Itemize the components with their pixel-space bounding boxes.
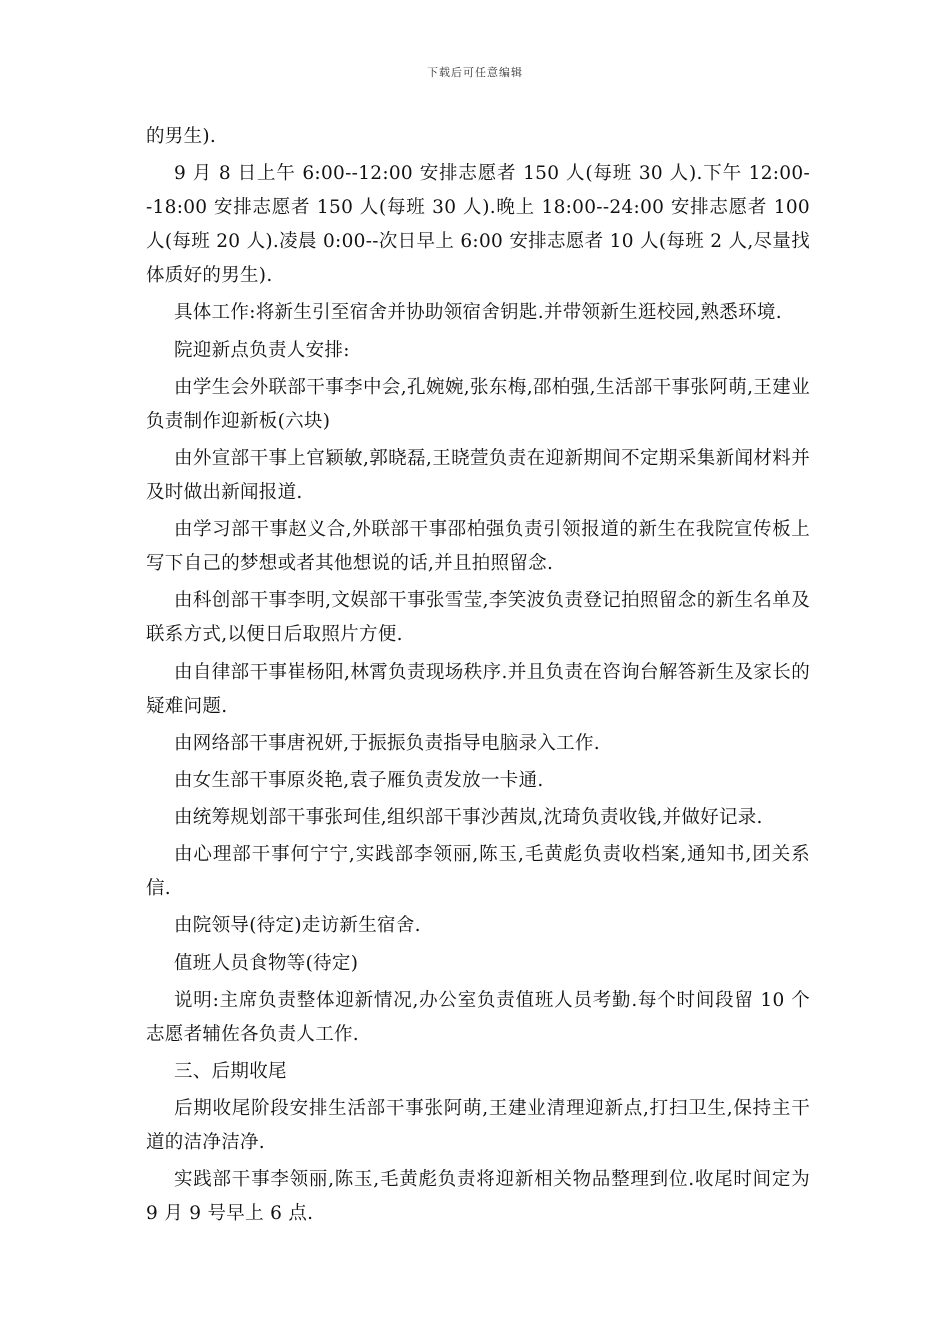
paragraph-news-report: 由外宣部干事上官颖敏,郭晓磊,王晓萱负责在迎新期间不定期采集新闻材料并及时做出新闻报道.	[146, 447, 810, 503]
section-heading-cleanup: 三、后期收尾	[174, 1061, 287, 1082]
paragraph-cleanup: 后期收尾阶段安排生活部干事张阿萌,王建业清理迎新点,打扫卫生,保持主干道的洁净洁净.	[146, 1098, 810, 1154]
paragraph-dorm-visit: 由院领导(待定)走访新生宿舍.	[174, 915, 421, 937]
paragraph-welcome-board: 由学生会外联部干事李中会,孔婉婉,张东梅,邵柏强,生活部干事张阿萌,王建业负责制作迎新板(六块)	[146, 376, 810, 432]
paragraph-food: 值班人员食物等(待定)	[174, 952, 359, 974]
paragraph-specific-work: 具体工作:将新生引至宿舍并协助领宿舍钥匙.并带领新生逛校园,熟悉环境.	[174, 302, 782, 324]
paragraph-computer-entry: 由网络部干事唐祝妍,于振振负责指导电脑录入工作.	[174, 732, 600, 754]
paragraph-dream-board: 由学习部干事赵义合,外联部干事邵柏强负责引领报道的新生在我院宣传板上写下自己的梦想或者其他想说的话,并且拍照留念.	[146, 519, 810, 575]
paragraph-responsible-heading: 院迎新点负责人安排:	[174, 339, 350, 361]
paragraph-note: 说明:主席负责整体迎新情况,办公室负责值班人员考勤.每个时间段留 10 个志愿者辅佐各负责人工作.	[146, 989, 810, 1045]
paragraph-photo-register: 由科创部干事李明,文娱部干事张雪莹,李笑波负责登记拍照留念的新生名单及联系方式,以便日后取照片方便.	[146, 590, 810, 646]
paragraph-order: 由自律部干事崔杨阳,林霄负责现场秩序.并且负责在咨询台解答新生及家长的疑难问题.	[146, 661, 810, 717]
paragraph-continuation: 的男生).	[146, 126, 217, 147]
paragraph-card-issue: 由女生部干事原炎艳,袁子雁负责发放一卡通.	[174, 769, 544, 791]
paragraph-archives: 由心理部干事何宁宁,实践部李领丽,陈玉,毛黄彪负责收档案,通知书,团关系信.	[146, 844, 810, 900]
page-header: 下载后可任意编辑	[427, 66, 523, 79]
paragraph-volunteer-schedule: 9 月 8 日上午 6:00--12:00 安排志愿者 150 人(每班 30 人).下午 12:00--18:00 安排志愿者 150 人(每班 30 人).晚上 18:00--24:00 安排志愿者 100 人(每班 20 人).凌晨 0:00--次日早上 6:00 安排志愿者 10 人(每班 2 人,尽量找体质好的男生).	[146, 163, 810, 287]
document-body	[146, 120, 810, 1235]
paragraph-fee-collection: 由统筹规划部干事张珂佳,组织部干事沙茜岚,沈琦负责收钱,并做好记录.	[174, 807, 763, 829]
paragraph-cleanup-time: 实践部干事李领丽,陈玉,毛黄彪负责将迎新相关物品整理到位.收尾时间定为 9 月 9 号早上 6 点.	[146, 1169, 810, 1225]
